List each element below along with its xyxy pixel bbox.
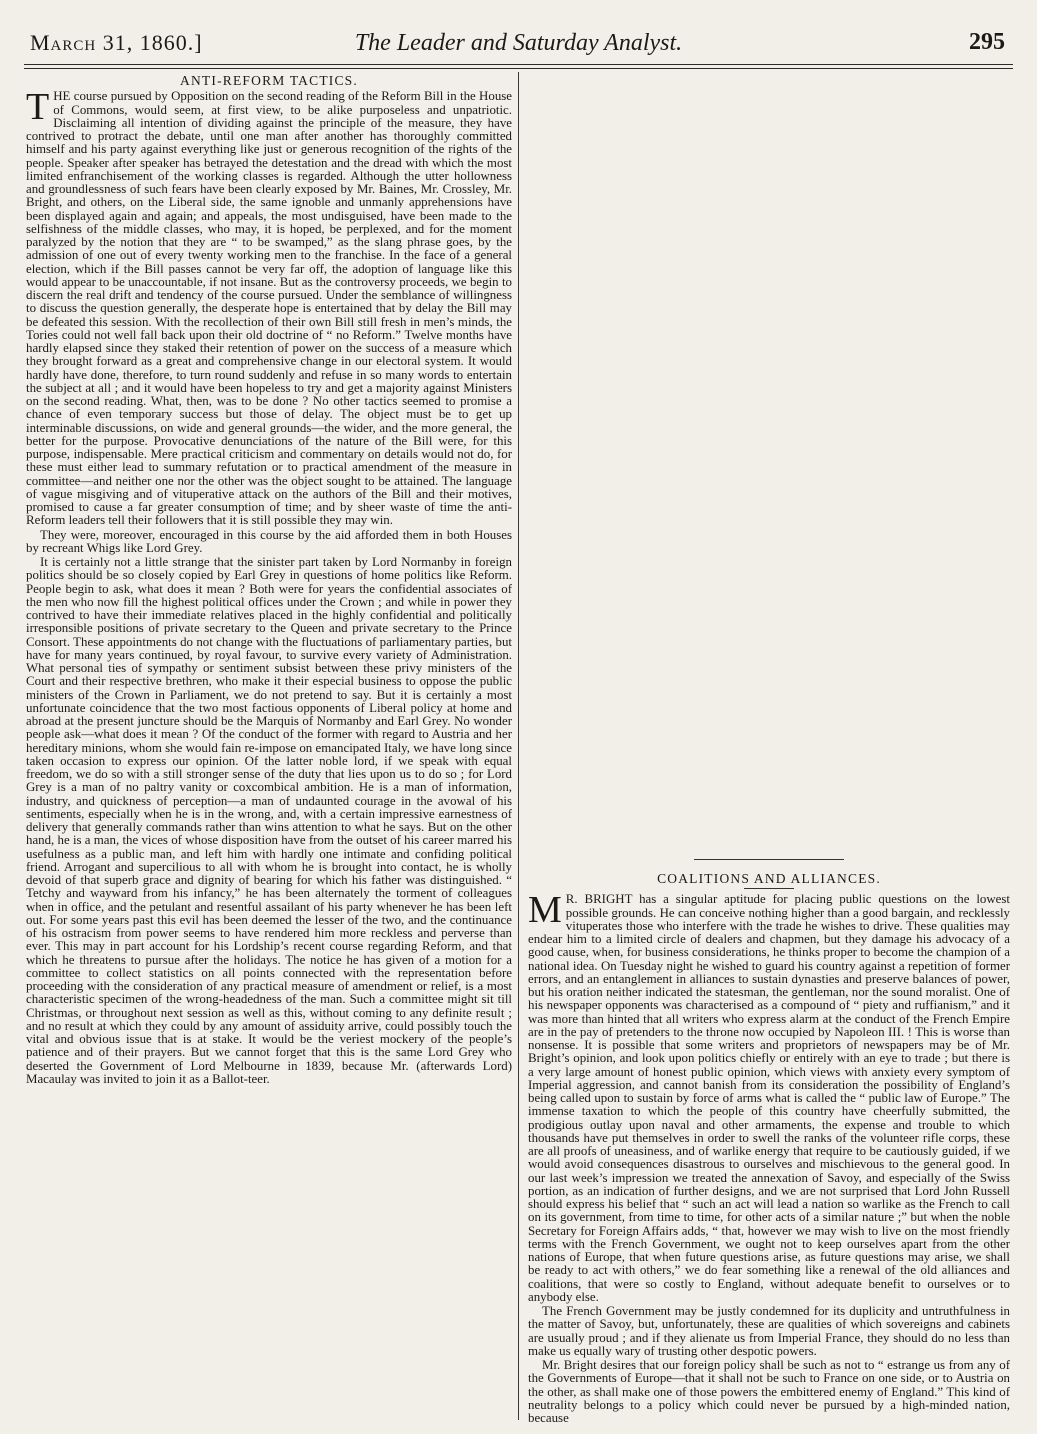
paragraph-text: R. BRIGHT has a singular aptitude for placing public questions on the lowest possible grounds. He can conceive nothing higher than a good bargain, and recklessly vituperates those who interfere with the trade he wishes to drive. These qualities may endear him to a limited circle of dealers and chapmen, but they damage his advocacy of a good cause, when, for business considerations, he thinks proper to become the champion of a national idea. On Tuesday night he wished to guard his country against a repetition of former errors, and an entanglement in alliances to sustain dynasties and preserve balances of power, but his oration neither indicated the statesman, the gentleman, nor the sound moralist. One of his newspaper opponents was characterised as a compound of “ piety and ruffianism,” and it was more than hinted that all writers who express alarm at the conduct of the French Empire are in the pay of pretenders to the throne now occupied by Napoleon III. ! This is worse than nonsense. It is possible that some writers and proprietors of newspapers may be of Mr. Bright’s opinion, and look upon politics chiefly or entirely with an eye to trade ; but there is a very large amount of honest public opinion, which views with anxiety every symptom of Imperial aggression, and cannot banish from its consideration the possibility of England’s being called upon to sustain by force of arms what is called the “ public law of Europe.” The immense taxation to which the people of this country have cheerfully submitted, the prodigious outlay upon naval and other armaments, the expense and trouble to which thousands have put themselves in order to swell the ranks of the volunteer rifle corps, these are all proofs of uneasiness, and of warlike energy that require to be cautiously guided, if we would avoid consequences disastrous to ourselves and mischievous to the general good. In our last week’s impression we treated the annexation of Savoy, and especially of the Swiss portion, as an indication of further designs, and we are not surprised that Lord John Russell should express his belief that “ such an act will lead a nation so warlike as the French to call on its government, from time to time, for other acts of a similar nature ;” but when the noble Secretary for Foreign Affairs adds, “ that, however we may wish to live on the most friendly terms with the French Government, we ought not to keep ourselves apart from the other nations of Europe, that when future questions arise, as future questions may arise, we shall be ready to act with others,” we do fear something like a renewal of the old alliances and coalitions, that were so costly to England, without adequate benefit to ourselves or to anybody else.: [528, 892, 1010, 1304]
article-paragraph: [26, 86, 512, 528]
article-heading-anti-reform: ANTI-REFORM TACTICS.: [180, 73, 358, 88]
header-rule-bottom: [24, 68, 1013, 69]
masthead: [24, 26, 1013, 62]
drop-cap: M: [528, 889, 562, 932]
article-paragraph: They were, moreover, encouraged in this course by the aid afforded them in both Houses by recreant Whigs like Lord Grey.: [26, 527, 512, 555]
issue-date: March 31, 1860.]: [30, 30, 203, 55]
page-number: 295: [969, 29, 1005, 55]
header-rule-top: [24, 64, 1013, 65]
article-paragraph: [528, 889, 1010, 1304]
continued-text-spacer: [528, 72, 1010, 852]
column-divider: [518, 72, 519, 1420]
right-column: [528, 72, 1010, 1424]
article-separator: [694, 859, 844, 860]
publication-title: The Leader and Saturday Analyst.: [354, 30, 683, 56]
left-column: [26, 72, 512, 1424]
article-paragraph: It is certainly not a little strange that the sinister part taken by Lord Normanby in foreign politics should be so closely copied by Earl Grey in questions of home politics like Reform. People begin to ask, what does it mean ? Both were for years the confidential associates of the men who now fill the highest political offices under the Crown ; and while in power they contrived to have their immediate relatives placed in the highly confidential and politically irresponsible positions of private secretary to the Queen and private secretary to the Prince Consort. These appointments do not change with the fluctuations of parliamentary parties, but have for many years continued, by royal favour, to survive every variety of Administration. What personal ties of sympathy or sentiment subsist between these privy ministers of the Court and their respective brethren, who make it their especial business to oppose the public ministers of the Crown in Parliament, we do not pretend to say. But it is certainly a most unfortunate coincidence that the two most factious opponents of Liberal policy at home and abroad at the present juncture should be the Marquis of Normanby and Earl Grey. No wonder people ask—what does it mean ? Of the conduct of the former with regard to Austria and her hereditary minions, whom she would fain re-impose on emancipated Italy, we have long since taken occasion to express our opinion. Of the latter noble lord, if we speak with equal freedom, we do so with a still stronger sense of the duty that lies upon us to do so ; for Lord Grey is a man of no paltry vanity or coxcombical ambition. He is a man of information, industry, and quickness of perception—a man of undaunted courage in the avowal of his sentiments, especially when he is in the wrong, and, with a certain impressive earnestness of delivery that generally commands rather than wins attention to what he says. But on the other hand, he is a man, the vices of whose disposition have from the outset of his career marred his usefulness as a public man, and left him with hardly one intimate and confiding political friend. Arrogant and supercilious to all with whom he is brought into contact, he is wholly devoid of that superb grace and dignity of bearing for which his father was distinguished. “ Tetchy and wayward from his infancy,” he has been alternately the torment of colleagues when in office, and the petulant and resentful assailant of his party whenever he has been left out. For some years past this evil has been deemed the lesser of the two, and the continuance of his ostracism from power seems to have rendered him more reckless and perverse than ever. This may in part account for his Lordship’s recent course regarding Reform, and that which he threatens to pursue after the holidays. The notice he has given of a motion for a committee to collect statistics on all points connected with the representation before proceeding with the consideration of any practical measure of amendment or relief, is a most characteristic specimen of the wrong-headedness of the man. Such a committee might sit till Christmas, or throughout next session as well as this, without coming to any definite result ; and no result at which they could by any amount of assiduity arrive, could possibly touch the vital and obvious issue that is at stake. It would be the veriest mockery of the people’s patience and of their prayers. But we cannot forget that this is the same Lord Grey who deserted the Government of Lord Melbourne in 1839, because Mr. (afterwards Lord) Macaulay was invited to join it as a Ballot-teer.: [26, 555, 512, 1086]
article-heading-coalitions: COALITIONS AND ALLIANCES.: [657, 871, 881, 886]
heading-underline: [744, 888, 794, 889]
article-paragraph: The French Government may be justly condemned for its duplicity and untruthfulness in the matter of Savoy, but, unfortunately, these are qualities of which sovereigns and cabinets are usually proud ; and if they alienate us from Imperial France, they should do no less than make us equally wary of trusting other despotic powers.: [528, 1304, 1010, 1358]
article-paragraph: Mr. Bright desires that our foreign policy shall be such as not to “ estrange us from any of the Governments of Europe—that it shall not be such to France on one side, or to Austria on the other, as shall make one of those powers the embittered enemy of England.” This kind of neutrality belongs to a policy which could never be pursued by a high-minded nation, because: [528, 1358, 1010, 1424]
drop-cap: T: [26, 86, 50, 129]
paragraph-text: HE course pursued by Opposition on the second reading of the Reform Bill in the House of Commons, would seem, at first view, to be alike purposeless and unpatriotic. Disclaiming all intention of dividing against the principle of the measure, they have contrived to protract the debate, until one man after another has thoroughly committed himself and his party against everything like just or generous recognition of the rights of the people. Speaker after speaker has betrayed the detestation and the dread with which the most limited enfranchisement of the working classes is regarded. Although the utter hollowness and groundlessness of such fears have been clearly exposed by Mr. Baines, Mr. Crossley, Mr. Bright, and others, on the Liberal side, the same ignoble and unmanly apprehensions have been displayed again and again; and appeals, the most undisguised, have been made to the selfishness of the middle classes, who may, it is hoped, be perplexed, and for the moment paralyzed by the notion that they are “ to be swamped,” as the slang phrase goes, by the admission of one out of every twenty working men to the franchise. In the face of a general election, which if the Bill passes cannot be very far off, the adoption of language like this would appear to be unaccountable, if not insane. But as the controversy proceeds, we begin to discern the real drift and tendency of the course pursued. Under the semblance of willingness to discuss the question generally, the desperate hope is entertained that by delay the Bill may be defeated this session. With the recollection of their own Bill still fresh in men’s minds, the Tories could not well fall back upon their old doctrine of “ no Reform.” Twelve months have hardly elapsed since they staked their retention of power on the success of a measure which they brought forward as a great and comprehensive change in our electoral system. It would hardly have done, therefore, to turn round suddenly and refuse in so many words to entertain the subject at all ; and it would have been hopeless to try and get a majority against Ministers on the second reading. What, then, was to be done ? No other tactics seemed to promise a chance of even temporary success but those of delay. The object must be to get up interminable discussions, on wide and general grounds—the wider, and the more general, the better for the purpose. Provocative denunciations of the nature of the Bill were, for this purpose, indispensable. Mere practical criticism and commentary on details would not do, for these must either lead to summary refutation or to practical amendment of the measure in committee—and neither one nor the other was the object sought to be attained. The language of vague misgiving and of vituperative attack on the authors of the Bill and their motives, promised to cause a far greater consumption of time; and by sheer waste of time the anti-Reform leaders tell their followers that it is still possible they may win.: [26, 89, 512, 528]
